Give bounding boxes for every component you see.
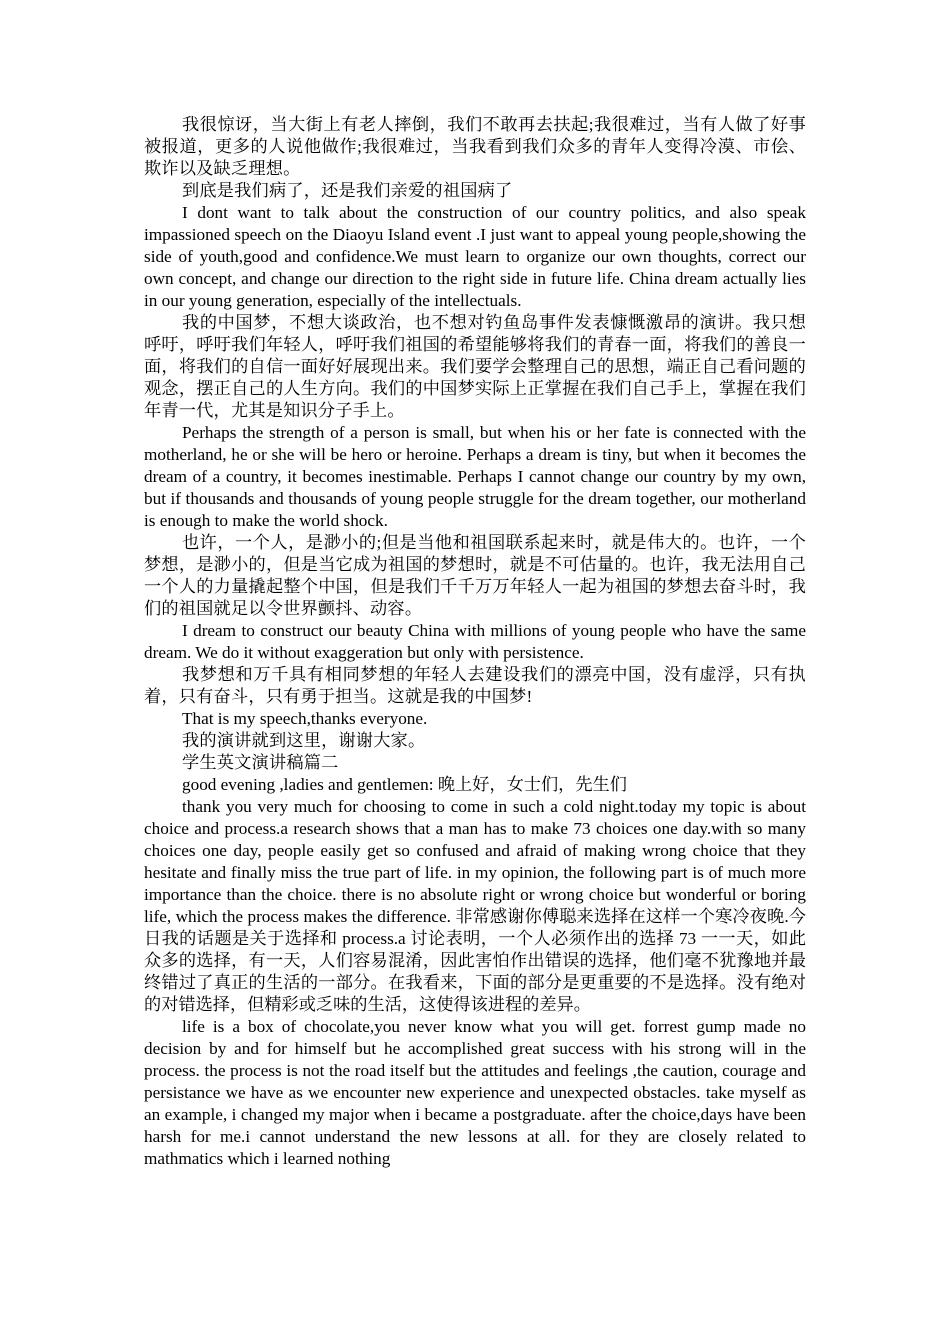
paragraph-5: Perhaps the strength of a person is small, but when his or her fate is connected with the motherland, he or she will be hero or heroine. Perhaps a dream is tiny, but when it becomes the dream of a country, it becomes inestimable. Perhaps I cannot change our country by my own, but if thousands and thousands of young people struggle for the dream together, our motherland is enough to make the world shock. <box>144 423 806 530</box>
paragraph-3: I dont want to talk about the construction of our country politics, and also speak impassioned speech on the Diaoyu Island event .I just want to appeal young people,showing the side of youth,good and confidence.We must learn to organize our own thoughts, correct our own concept, and change our direction to the right side in future life. China dream actually lies in our young generation, especially of the intellectuals. <box>144 203 806 310</box>
paragraph-7: I dream to construct our beauty China with millions of young people who have the same dream. We do it without exaggeration but only with persistence. <box>144 621 806 662</box>
paragraph-12: good evening ,ladies and gentlemen: 晚上好，女士们，先生们 <box>182 775 627 794</box>
document-page <box>144 114 806 1170</box>
paragraph-13: thank you very much for choosing to come in such a cold night.today my topic is about choice and process.a research shows that a man has to make 73 choices one day.with so many choices one day, people easily get so confused and afraid of making wrong choice that they hesitate and finally miss the true part of life. in my opinion, the following part is of much more importance than the choice. there is no absolute right or wrong choice but wonderful or boring life, which the process makes the difference. 非常感谢你傅聪来选择在这样一个寒冷夜晚.今日我的话题是关于选择和 process.a 讨论表明，一个人必须作出的选择 73 一一天，如此众多的选择，有一天，人们容易混淆，因此害怕作出错误的选择，他们毫不犹豫地并最终错过了真正的生活的一部分。在我看来，下面的部分是更重要的不是选择。没有绝对的对错选择，但精彩或乏味的生活，这使得该进程的差异。 <box>144 797 806 1014</box>
paragraph-4: 我的中国梦，不想大谈政治，也不想对钓鱼岛事件发表慷慨激昂的演讲。我只想呼吁，呼吁我们年轻人，呼吁我们祖国的希望能够将我们的青春一面，将我们的善良一面，将我们的自信一面好好展现出来。我们要学会整理自己的思想，端正自己看问题的观念，摆正自己的人生方向。我们的中国梦实际上正掌握在我们自己手上，掌握在我们年青一代，尤其是知识分子手上。 <box>144 313 806 420</box>
paragraph-1: 我很惊讶，当大街上有老人摔倒，我们不敢再去扶起;我很难过，当有人做了好事被报道，更多的人说他做作;我很难过，当我看到我们众多的青年人变得冷漠、市侩、欺诈以及缺乏理想。 <box>144 115 806 178</box>
paragraph-14: life is a box of chocolate,you never know what you will get. forrest gump made no decision by and for himself but he accomplished great success with his strong will in the process. the process is not the road itself but the attitudes and feelings ,the caution, courage and persistance we have as we encounter new experience and unexpected obstacles. take myself as an example, i changed my major when i became a postgraduate. after the choice,days have been harsh for me.i cannot understand the new lessons at all. for they are closely related to mathmatics which i learned nothing <box>144 1017 806 1168</box>
paragraph-8: 我梦想和万千具有相同梦想的年轻人去建设我们的漂亮中国，没有虚浮，只有执着，只有奋斗，只有勇于担当。这就是我的中国梦! <box>144 665 806 706</box>
section-heading: 学生英文演讲稿篇二 <box>182 753 339 772</box>
paragraph-2: 到底是我们病了，还是我们亲爱的祖国病了 <box>182 181 513 200</box>
paragraph-10: 我的演讲就到这里，谢谢大家。 <box>182 731 426 750</box>
paragraph-6: 也许，一个人，是渺小的;但是当他和祖国联系起来时，就是伟大的。也许，一个梦想，是渺小的，但是当它成为祖国的梦想时，就是不可估量的。也许，我无法用自己一个人的力量撬起整个中国，但是我们千千万万年轻人一起为祖国的梦想去奋斗时，我们的祖国就足以令世界颤抖、动容。 <box>144 533 806 618</box>
paragraph-9: That is my speech,thanks everyone. <box>182 709 428 728</box>
